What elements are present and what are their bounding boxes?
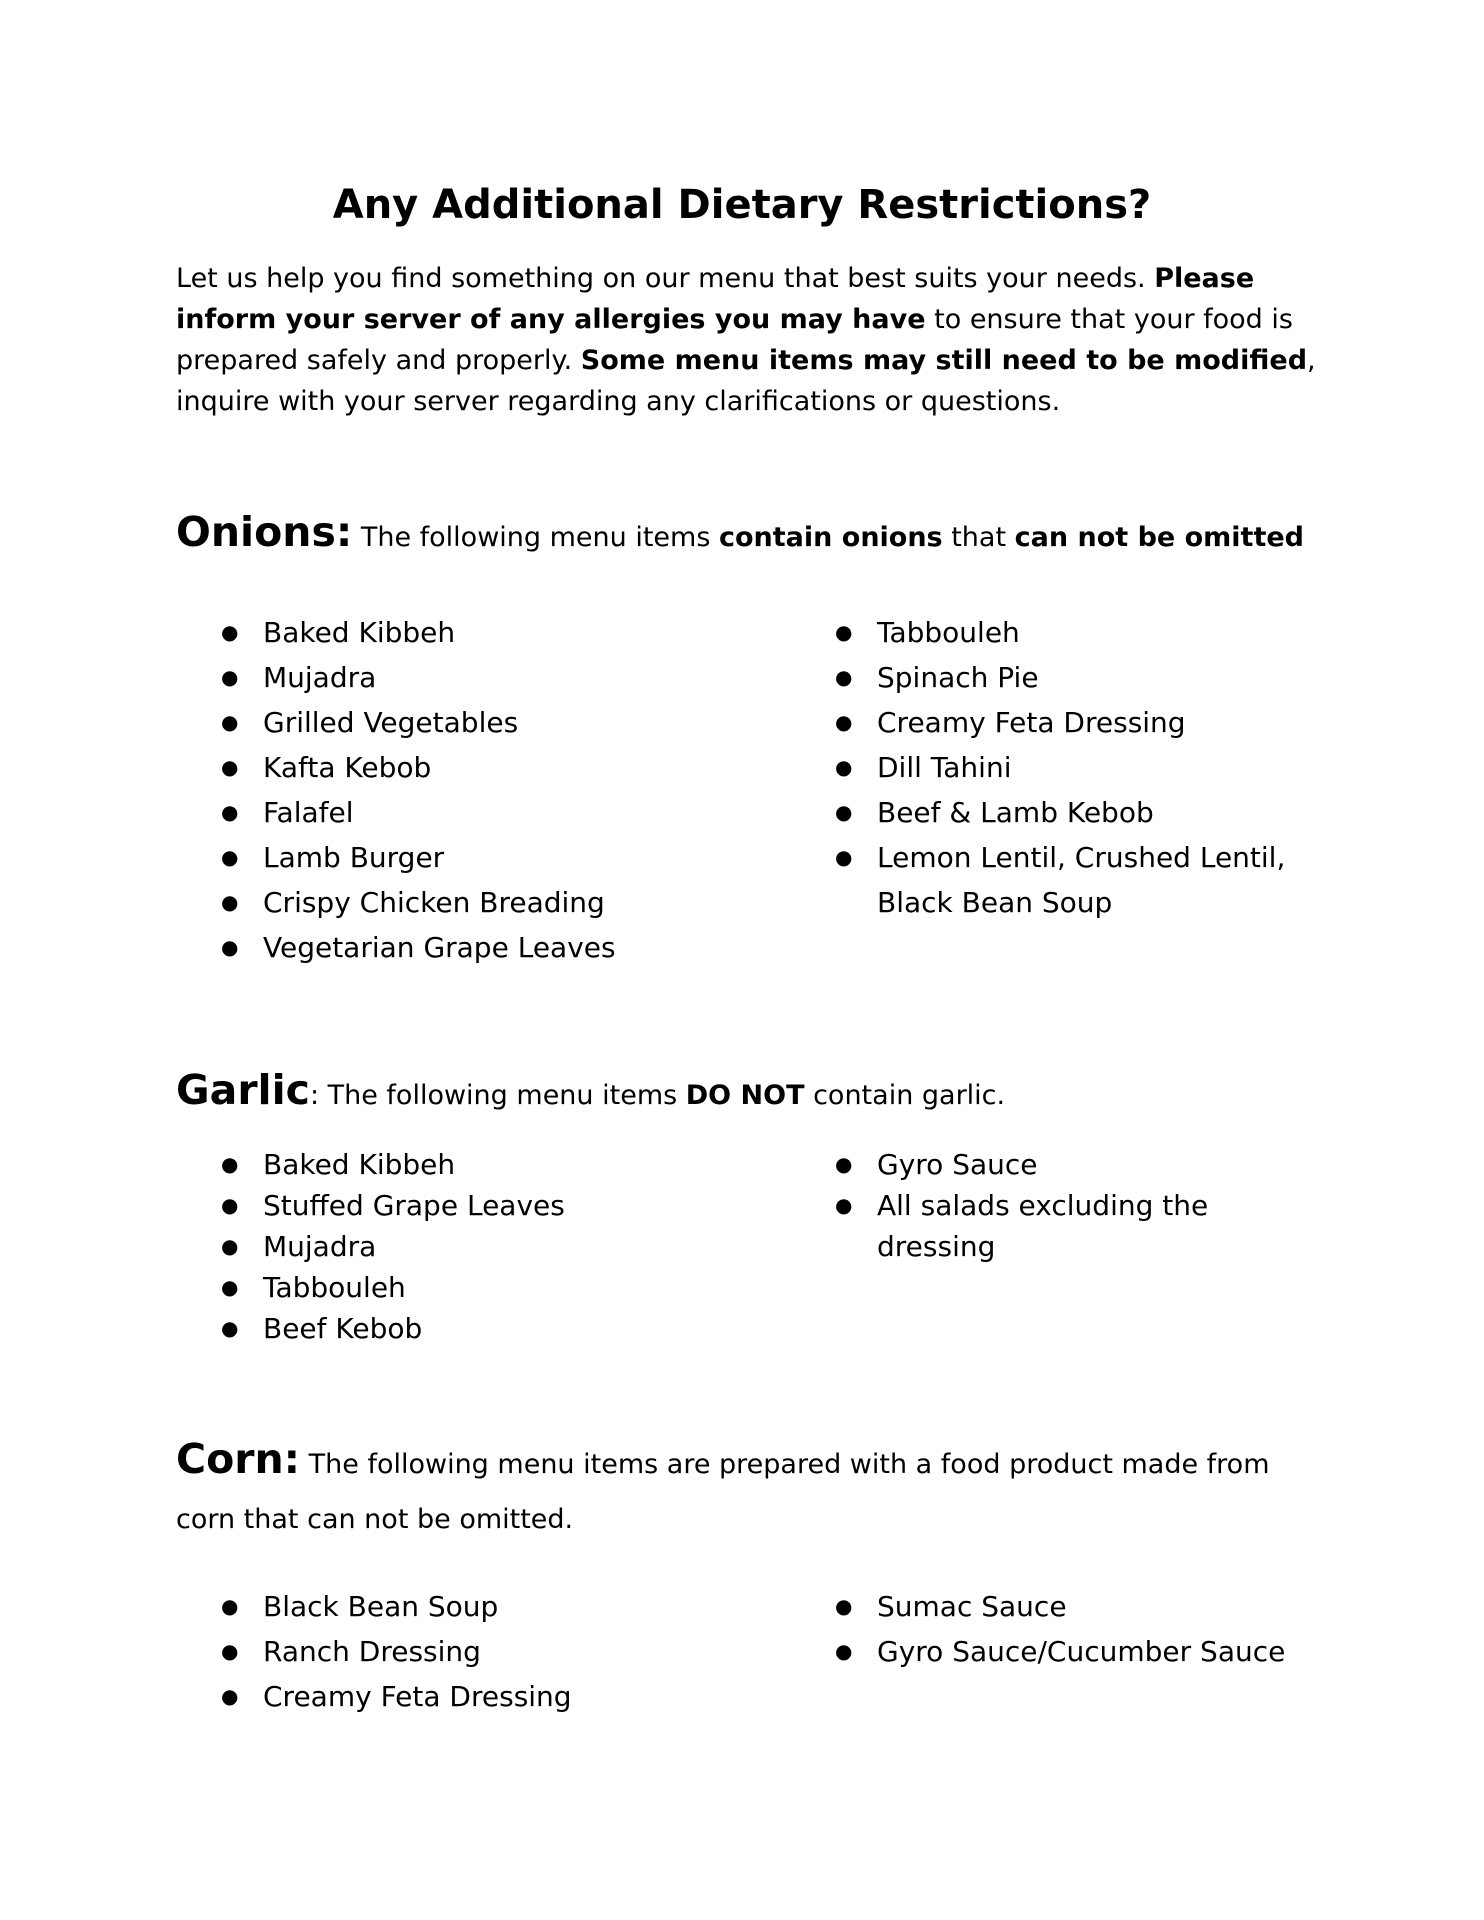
list-item-label: Beef Kebob [263, 1312, 423, 1345]
list-item [176, 1629, 572, 1674]
intro-text-1: Let us help you find something on our menu that best suits your needs. [176, 263, 1155, 294]
intro-paragraph [176, 258, 1316, 422]
list-item [176, 1226, 565, 1267]
list-item-label: Dill Tahini [877, 751, 1012, 784]
list-item-label: Tabbouleh [877, 616, 1020, 649]
page-title: Any Additional Dietary Restrictions? [332, 182, 1152, 228]
list-item-label: Spinach Pie [877, 661, 1039, 694]
garlic-text-2: contain garlic. [804, 1080, 1006, 1111]
bullet-icon: ● [835, 620, 853, 644]
list-item [176, 655, 616, 700]
list-item [176, 745, 616, 790]
bullet-icon: ● [221, 755, 239, 779]
list-item [176, 1144, 565, 1185]
list-item [176, 700, 616, 745]
onions-heading [176, 508, 1336, 556]
list-item-label: Baked Kibbeh [263, 1148, 456, 1181]
list-item-label: Lemon Lentil, Crushed Lentil, Black Bean Soup [877, 841, 1286, 919]
list-item-label: Falafel [263, 796, 354, 829]
bullet-icon: ● [221, 845, 239, 869]
list-item-label: Sumac Sauce [877, 1590, 1067, 1623]
bullet-icon: ● [221, 800, 239, 824]
bullet-icon: ● [221, 665, 239, 689]
onions-bold-1: contain onions [718, 522, 943, 553]
list-item [790, 655, 1307, 700]
list-item-label: Black Bean Soup [263, 1590, 499, 1623]
bullet-icon: ● [221, 620, 239, 644]
bullet-icon: ● [221, 1193, 239, 1217]
intro-bold-1: Please inform your server of any allergies you may have [176, 263, 1255, 335]
list-item [790, 1185, 1307, 1267]
list-item [790, 835, 1307, 925]
list-item [790, 1629, 1285, 1674]
list-item [176, 1674, 572, 1719]
list-item-label: Tabbouleh [263, 1271, 406, 1304]
list-item [790, 1584, 1285, 1629]
list-item-label: Baked Kibbeh [263, 616, 456, 649]
bullet-icon: ● [221, 1684, 239, 1708]
bullet-icon: ● [835, 845, 853, 869]
onions-list-right [790, 610, 1307, 925]
bullet-icon: ● [835, 1594, 853, 1618]
list-item-label: Beef & Lamb Kebob [877, 796, 1154, 829]
onions-text-1: The following menu items [352, 522, 719, 553]
bullet-icon: ● [221, 1639, 239, 1663]
list-item-label: All salads excluding the dressing [877, 1189, 1209, 1263]
garlic-title: Garlic [176, 1066, 310, 1114]
bullet-icon: ● [221, 890, 239, 914]
list-item-label: Kafta Kebob [263, 751, 432, 784]
corn-text-1: The following menu items are prepared with a food product made from corn that can not be omitted. [176, 1449, 1270, 1535]
list-item [176, 1308, 565, 1349]
corn-heading [176, 1432, 1336, 1547]
list-item [176, 1267, 565, 1308]
list-item [176, 880, 616, 925]
list-item-label: Stuffed Grape Leaves [263, 1189, 565, 1222]
list-item-label: Mujadra [263, 661, 377, 694]
list-item-label: Gyro Sauce/Cucumber Sauce [877, 1635, 1286, 1668]
bullet-icon: ● [221, 1594, 239, 1618]
list-item [176, 610, 616, 655]
list-item [176, 1584, 572, 1629]
list-item-label: Vegetarian Grape Leaves [263, 931, 616, 964]
list-item-label: Grilled Vegetables [263, 706, 519, 739]
bullet-icon: ● [221, 1316, 239, 1340]
bullet-icon: ● [835, 1193, 853, 1217]
bullet-icon: ● [835, 1152, 853, 1176]
bullet-icon: ● [221, 710, 239, 734]
bullet-icon: ● [835, 1639, 853, 1663]
list-item-label: Ranch Dressing [263, 1635, 481, 1668]
garlic-text-1: : The following menu items [309, 1080, 686, 1111]
bullet-icon: ● [221, 1234, 239, 1258]
list-item [790, 745, 1307, 790]
bullet-icon: ● [835, 800, 853, 824]
garlic-list-right [790, 1144, 1307, 1267]
list-item [176, 835, 616, 880]
list-item-label: Creamy Feta Dressing [877, 706, 1186, 739]
list-item-label: Crispy Chicken Breading [263, 886, 605, 919]
corn-list-left [176, 1584, 572, 1719]
corn-title: Corn: [176, 1435, 301, 1483]
list-item [176, 925, 616, 970]
list-item-label: Mujadra [263, 1230, 377, 1263]
garlic-heading [176, 1066, 1336, 1114]
list-item-label: Gyro Sauce [877, 1148, 1038, 1181]
list-item [176, 790, 616, 835]
garlic-list-left [176, 1144, 565, 1349]
intro-text-2: to ensure that your food is prepared safely and properly. [176, 304, 1293, 376]
intro-bold-2: Some menu items may still need to be modified [580, 345, 1308, 376]
bullet-icon: ● [835, 755, 853, 779]
corn-list-right [790, 1584, 1285, 1674]
list-item [790, 1144, 1307, 1185]
list-item [790, 700, 1307, 745]
bullet-icon: ● [221, 1275, 239, 1299]
list-item [790, 610, 1307, 655]
bullet-icon: ● [835, 665, 853, 689]
bullet-icon: ● [221, 1152, 239, 1176]
list-item [790, 790, 1307, 835]
list-item [176, 1185, 565, 1226]
garlic-bold-1: DO NOT [685, 1080, 805, 1111]
list-item-label: Lamb Burger [263, 841, 445, 874]
list-item-label: Creamy Feta Dressing [263, 1680, 572, 1713]
onions-text-2: that [942, 522, 1015, 553]
onions-bold-2: can not be omitted [1014, 522, 1304, 553]
bullet-icon: ● [221, 935, 239, 959]
onions-title: Onions: [176, 508, 353, 556]
bullet-icon: ● [835, 710, 853, 734]
intro-text-3: , inquire with your server regarding any clarifications or questions. [176, 345, 1316, 417]
onions-list-left [176, 610, 616, 970]
